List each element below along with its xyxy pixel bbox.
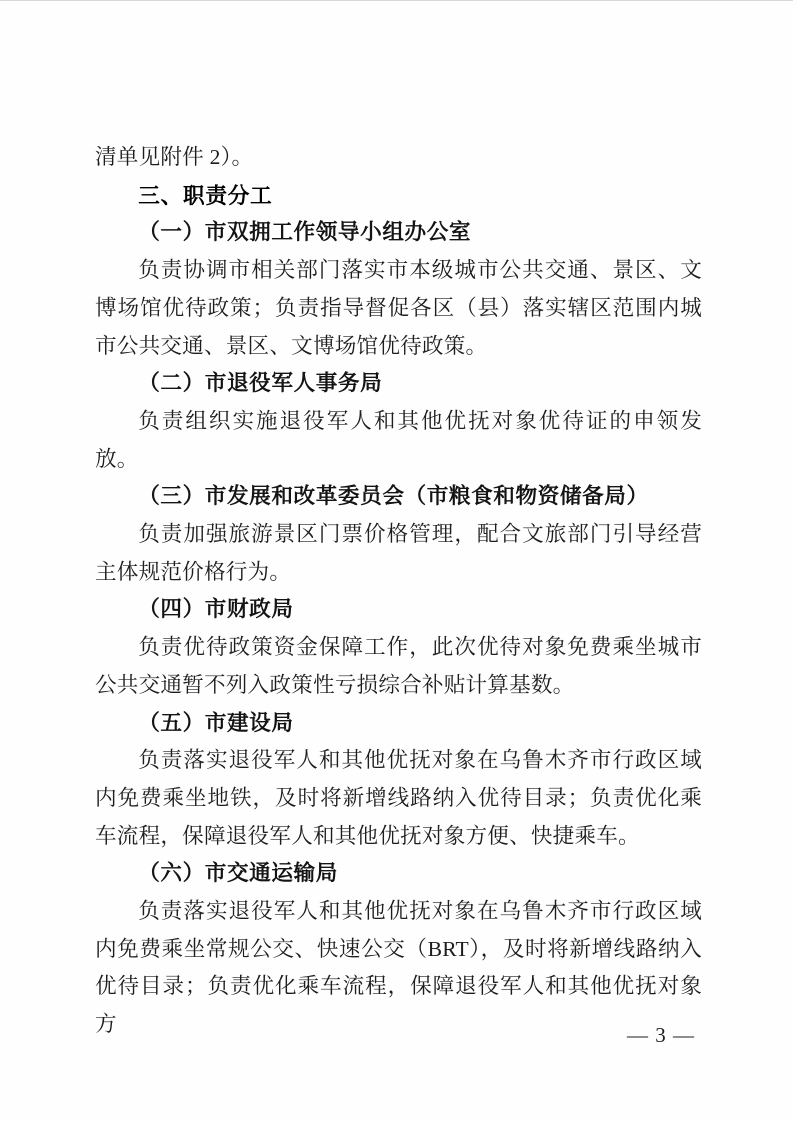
paragraph: 负责加强旅游景区门票价格管理，配合文旅部门引导经营主体规范价格行为。 [95,522,702,584]
department-heading: （六）市交通运输局 [138,861,338,886]
department-heading: （四）市财政局 [138,597,294,622]
paragraph: 负责优待政策资金保障工作，此次优待对象免费乘坐城市公共交通暂不列入政策性亏损综合补贴计算基数。 [95,635,702,697]
department-heading: （二）市退役军人事务局 [138,371,383,396]
paragraph: 负责落实退役军人和其他优抚对象在乌鲁木齐市行政区域内免费乘坐常规公交、快速公交（BRT），及时将新增线路纳入优待目录；负责优化乘车流程，保障退役军人和其他优抚对象方 [95,899,702,1037]
department-heading: （一）市双拥工作领导小组办公室 [138,220,472,245]
department-heading: （五）市建设局 [138,710,294,735]
paragraph: 负责协调市相关部门落实市本级城市公共交通、景区、文博场馆优待政策；负责指导督促各区（县）落实辖区范围内城市公共交通、景区、文博场馆优待政策。 [95,258,702,358]
page-footer [602,998,695,1073]
section-heading-duties: 三、职责分工 [138,182,273,208]
document-body [95,139,702,1044]
paragraph-continuation: 清单见附件 2）。 [95,145,254,169]
paragraph: 负责落实退役军人和其他优抚对象在乌鲁木齐市行政区域内免费乘坐地铁，及时将新增线路纳入优待目录；负责优化乘车流程，保障退役军人和其他优抚对象方便、快捷乘车。 [95,748,702,848]
page-number: — 3 — [627,1023,695,1047]
department-heading: （三）市发展和改革委员会（市粮食和物资储备局） [138,484,649,509]
paragraph: 负责组织实施退役军人和其他优抚对象优待证的申领发放。 [95,408,702,471]
